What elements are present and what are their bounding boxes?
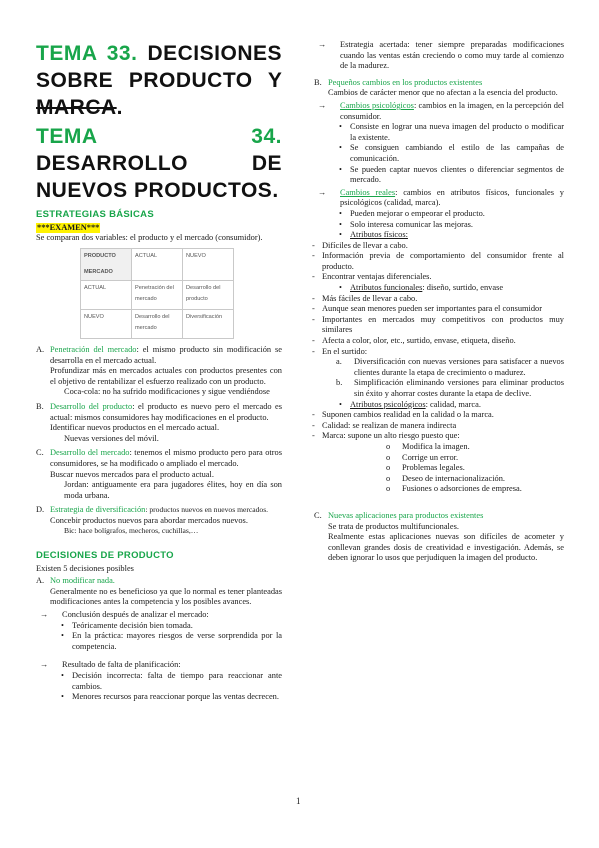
arrow-text: Resultado de falta de planificación: [62, 660, 181, 670]
arrow-text: Estrategia acertada: tener siempre preparadas modificaciones cuando las ventas están creciendo o como muy tarde al comienzo de la madurez. [340, 40, 564, 71]
circle-bullet-icon: o [386, 441, 391, 451]
list-marker: B. [36, 401, 44, 411]
circle-text: Corrige un error. [402, 452, 459, 462]
dash-item [314, 336, 564, 347]
estrategia-b-name: Desarrollo del producto [50, 401, 133, 411]
bullet-icon: • [339, 219, 342, 229]
circle-item [314, 474, 564, 485]
page-number: 1 [296, 796, 301, 806]
estrategia-a-example: Coca-cola: no ha sufrido modificaciones y sigue vendiéndose [64, 387, 270, 397]
dash-icon: - [312, 272, 315, 282]
bullet [314, 143, 564, 164]
matrix-cell-desarrollo-mercado: Desarrollo del mercado [132, 309, 183, 338]
estrategia-d-name: Estrategia de diversificación [50, 505, 146, 515]
decision-a [36, 576, 282, 608]
dash-icon: - [312, 314, 315, 324]
estrategia-d-text: : productos nuevos en nuevos mercados. [145, 505, 269, 515]
title-tema-33 [36, 40, 282, 121]
decision-b-name: Pequeños cambios en los productos existentes [328, 77, 483, 87]
dash-item [314, 410, 564, 421]
dash-icon: - [312, 240, 315, 250]
dash-text: Importantes en mercados muy competitivos con productos muy similares [322, 314, 564, 335]
dash-text: En el surtido: [322, 346, 368, 356]
arrow-icon: → [318, 187, 327, 197]
list-marker: B. [314, 77, 322, 87]
matrix-cell-diversificacion: Diversificación [183, 309, 234, 338]
cambios-psicologicos-text: : cambios en la imagen, en la percepción del consumidor. [340, 100, 564, 121]
bullet-text: Pueden mejorar o empeorar el producto. [350, 208, 485, 218]
lettered-text: Simplificación eliminando versiones para eliminar productos sin éxito y ahorrar costes durante la etapa de declive. [354, 378, 564, 398]
decision-a-resultado [36, 660, 282, 671]
bullet [314, 283, 564, 294]
bullet-text: Se consiguen cambiando el estilo de las campañas de comunicación. [350, 143, 564, 163]
circle-bullet-icon: o [386, 484, 391, 494]
bullet [36, 671, 282, 692]
tema-33-dot: . [116, 96, 123, 119]
bullet-icon: • [339, 164, 342, 174]
decision-b-text: Cambios de carácter menor que no afectan a la esencia del producto. [328, 88, 558, 98]
lettered-text: Diversificación con nuevas versiones para satisfacer a nuevos clientes durante la etapa de crecimiento o madurez. [354, 357, 564, 377]
dash-item [314, 347, 564, 358]
matrix-col-nuevo: NUEVO [183, 248, 234, 280]
dash-icon: - [312, 251, 315, 261]
bullet-icon: • [339, 143, 342, 153]
dash-icon: - [312, 336, 315, 346]
list-marker: A. [36, 576, 45, 586]
dash-item [314, 421, 564, 432]
dash-item [314, 241, 564, 252]
tema-33-number: TEMA 33. [36, 42, 138, 65]
list-marker: C. [36, 448, 44, 458]
dash-item [314, 304, 564, 315]
estrategias-heading: ESTRATEGIAS BÁSICAS [36, 209, 154, 220]
list-marker: D. [36, 505, 45, 515]
dash-icon: - [312, 293, 315, 303]
estrategia-d-example: Bic: hace bolígrafos, mecheros, cuchillas,… [64, 526, 199, 536]
decision-a-text: Generalmente no es beneficioso ya que lo normal es tener planteadas modificaciones antes la competencia y los posibles avances. [50, 586, 282, 607]
estrategia-b-text: : el producto es nuevo pero el mercado es actual: mismos consumidores hay modificaciones en el producto. [50, 401, 282, 422]
decision-c [314, 511, 564, 564]
tema-34-text: DESARROLLO DE NUEVOS PRODUCTOS. [36, 152, 282, 202]
bullet-icon: • [339, 283, 342, 293]
bullet-icon: • [61, 620, 64, 630]
arrow-icon: → [40, 610, 49, 620]
arrow-icon: → [318, 100, 327, 110]
matrix-col-actual: ACTUAL [132, 248, 183, 280]
dash-item [314, 431, 564, 442]
bullet-text: Atributos funcionales [350, 283, 423, 293]
bullet [314, 165, 564, 186]
dash-text: Suponen cambios realidad en la calidad o la marca. [322, 410, 494, 420]
bullet-text: Menores recursos para reaccionar porque las ventas decrecen. [72, 692, 279, 702]
bullet-text: Atributos físicos: [350, 230, 408, 240]
lettered-item [314, 357, 564, 378]
circle-text: Problemas legales. [402, 463, 465, 473]
cambios-reales [314, 188, 564, 209]
bullet-icon: • [339, 399, 342, 409]
examen-highlight: ***EXAMEN*** [37, 222, 100, 232]
bullet-text: Decisión incorrecta: falta de tiempo para reaccionar ante cambios. [72, 671, 282, 691]
ansoff-matrix [80, 248, 234, 339]
circle-bullet-icon: o [386, 452, 391, 462]
bullet [36, 621, 282, 632]
cambios-reales-text: : cambios en atributos físicos, funcionales y psicológicos (calidad, marca). [340, 187, 564, 208]
cambios-psicologicos [314, 101, 564, 122]
circle-bullet-icon: o [386, 463, 391, 473]
dash-item [314, 272, 564, 283]
estrategias-intro: Se comparan dos variables: el producto y el mercado (consumidor). [36, 233, 263, 243]
decision-a-estrategia [314, 40, 564, 72]
bullet-icon: • [61, 631, 64, 641]
left-column [36, 40, 282, 703]
decisiones-intro: Existen 5 decisiones posibles [36, 563, 134, 573]
arrow-icon: → [318, 40, 327, 49]
circle-text: Modifica la imagen. [402, 441, 470, 451]
estrategia-b [36, 402, 282, 444]
dash-text: Calidad: se realizan de manera indirecta [322, 420, 457, 430]
dash-text: Aunque sean menores pueden ser importantes para el consumidor [322, 304, 543, 314]
decision-a-name: No modificar nada. [50, 576, 115, 586]
bullet-text: Solo interesa comunicar las mejoras. [350, 219, 474, 229]
arrow-icon: → [40, 660, 49, 670]
bullet [314, 220, 564, 231]
estrategia-b-example: Nuevas versiones del móvil. [64, 433, 159, 443]
matrix-cell-penetracion: Penetración del mercado [132, 280, 183, 309]
bullet-text: Teóricamente decisión bien tomada. [72, 620, 193, 630]
dash-item [314, 251, 564, 272]
dash-icon: - [312, 420, 315, 430]
dash-text: Marca: supone un alto riesgo puesto que: [322, 431, 460, 441]
tema-33-text: DECISIONES SOBRE PRODUCTO Y [36, 42, 282, 92]
estrategia-b-detail: Identificar nuevos productos en el mercado actual. [50, 423, 220, 433]
matrix-corner [81, 248, 132, 280]
bullet-text: Se pueden captar nuevos clientes o diferenciar segmentos de mercado. [350, 164, 564, 185]
cambios-reales-name: Cambios reales [340, 187, 396, 197]
matrix-row-nuevo: NUEVO [81, 309, 132, 338]
estrategia-c-example: Jordan: antiguamente era para jugadores élites, hoy en día son moda urbana. [64, 480, 282, 500]
dash-icon: - [312, 304, 315, 314]
dash-text: Encontrar ventajas diferenciales. [322, 272, 432, 282]
estrategia-d-detail: Concebir productos nuevos para abordar mercados nuevos. [50, 515, 248, 525]
dash-text: Información previa de comportamiento del consumidor frente al producto. [322, 251, 564, 271]
dash-text: Más fáciles de llevar a cabo. [322, 293, 418, 303]
bullet-text-rest: : diseño, surtido, envase [422, 283, 504, 293]
decision-c-name: Nuevas aplicaciones para productos existentes [328, 510, 484, 520]
bullet-text: Atributos psicológicos [350, 399, 426, 409]
matrix-corner-producto: PRODUCTO [84, 252, 116, 259]
estrategia-c-name: Desarrollo del mercado [50, 448, 130, 458]
dash-item [314, 315, 564, 336]
bullet [314, 209, 564, 220]
estrategia-a [36, 345, 282, 398]
matrix-cell-desarrollo-producto: Desarrollo del producto [183, 280, 234, 309]
circle-item [314, 453, 564, 464]
dash-text: Afecta a color, olor, etc., surtido, envase, etiqueta, diseño. [322, 336, 516, 346]
tema-34-number: TEMA 34. [36, 125, 282, 148]
estrategia-a-name: Penetración del mercado [50, 344, 137, 354]
dash-icon: - [312, 431, 315, 441]
bullet-icon: • [339, 122, 342, 132]
circle-bullet-icon: o [386, 473, 391, 483]
decision-c-text: Se trata de productos multifuncionales. [328, 521, 459, 531]
matrix-corner-mercado: MERCADO [84, 269, 113, 276]
bullet-icon: • [61, 671, 64, 680]
decision-c-detail: Realmente estas aplicaciones nuevas son difíciles de acometer y conllevan grandes dosis de creatividad e investigación. Además, se deben ignorar lo usos que perjudiquen la imagen del producto. [328, 532, 564, 563]
letter-marker: b. [336, 378, 343, 388]
letter-marker: a. [336, 357, 342, 367]
bullet-text-rest: : calidad, marca. [425, 399, 481, 409]
circle-text: Deseo de internacionalización. [402, 473, 506, 483]
bullet-icon: • [339, 208, 342, 218]
decision-b [314, 78, 564, 99]
estrategia-a-text: : el mismo producto sin modificación se desarrolla en el mercado actual. [50, 344, 283, 365]
bullet-text: En la práctica: mayores riesgos de verse sorprendida por la competencia. [72, 631, 282, 651]
estrategia-d [36, 505, 282, 537]
estrategia-c-detail: Buscar nuevos mercados para el producto actual. [50, 469, 214, 479]
bullet [314, 400, 564, 411]
bullet-icon: • [339, 230, 342, 240]
circle-item [314, 442, 564, 453]
arrow-text: Conclusión después de analizar el mercado: [62, 610, 209, 620]
dash-item [314, 294, 564, 305]
cambios-psicologicos-name: Cambios psicológicos [340, 100, 414, 110]
decisiones-heading: DECISIONES DE PRODUCTO [36, 550, 174, 562]
decision-a-conclusion [36, 610, 282, 621]
list-marker: C. [314, 510, 322, 520]
title-tema-34 [36, 123, 282, 204]
dash-icon: - [312, 346, 315, 356]
circle-text: Fusiones o adsorciones de empresa. [402, 484, 522, 494]
list-marker: A. [36, 344, 45, 354]
bullet [36, 692, 282, 703]
dash-text: Difíciles de llevar a cabo. [322, 240, 408, 250]
circle-item [314, 463, 564, 474]
bullet [36, 631, 282, 652]
bullet-icon: • [61, 692, 64, 702]
right-column [314, 40, 564, 564]
circle-item [314, 484, 564, 495]
estrategia-c [36, 448, 282, 501]
estrategia-a-detail: Profundizar más en mercados actuales con productos presentes con el objetivo de rentabilizar el esfuerzo realizado con un producto. [50, 366, 282, 386]
bullet-text: Consiste en lograr una nueva imagen del producto o modificar la existente. [350, 122, 564, 142]
lettered-item [314, 378, 564, 399]
dash-icon: - [312, 410, 315, 420]
matrix-row-actual: ACTUAL [81, 280, 132, 309]
bullet [314, 230, 564, 241]
bullet [314, 122, 564, 143]
estrategia-c-text: : tenemos el mismo producto pero para otros consumidores, se ha modificado o ampliado el mercado. [50, 448, 282, 468]
tema-33-marca: MARCA [36, 96, 117, 119]
